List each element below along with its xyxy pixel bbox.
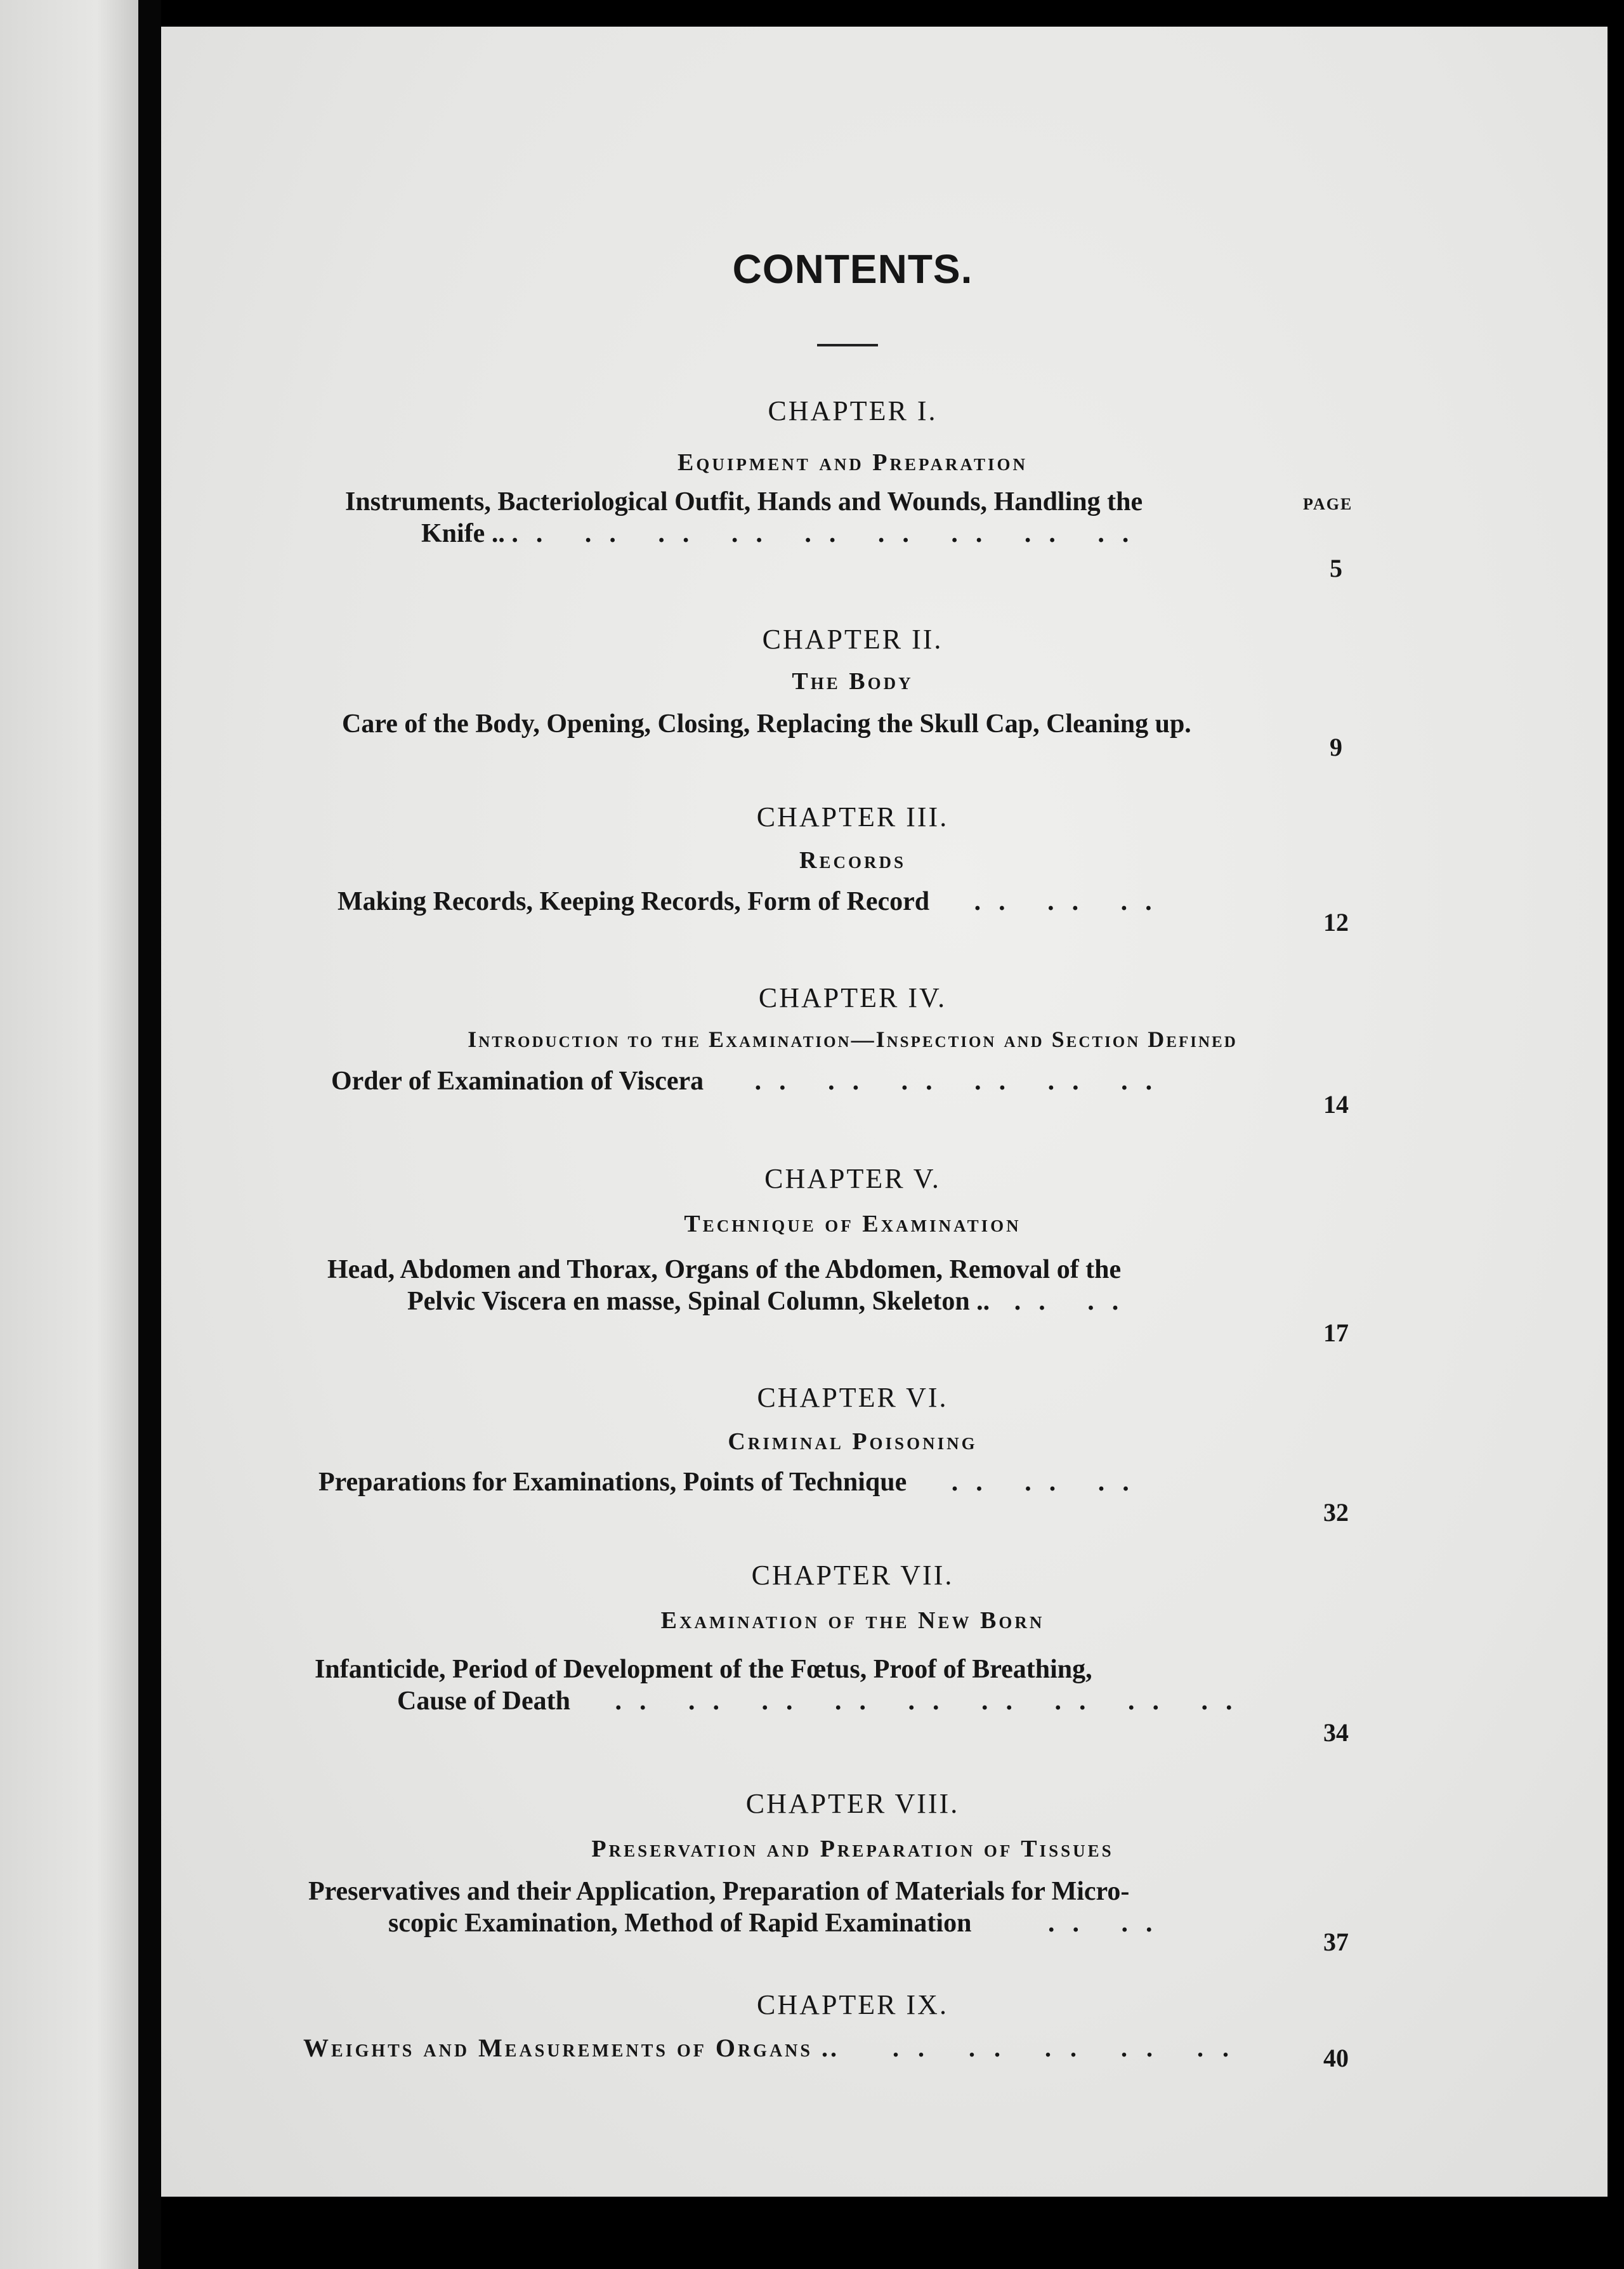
- chapter-heading: CHAPTER VII.: [751, 1560, 954, 1591]
- chapter-heading: CHAPTER V.: [764, 1163, 941, 1194]
- entry-text: scopic Examination, Method of Rapid Examination: [388, 1909, 972, 1938]
- book-spine: [138, 0, 161, 2269]
- dot-leaders: .. ..: [1014, 1287, 1137, 1316]
- entry-line: Preservatives and their Application, Preparation of Materials for Micro-: [308, 1877, 1130, 1906]
- entry-text: Cause of Death: [397, 1687, 570, 1716]
- page-number: 32: [1323, 1498, 1349, 1527]
- page-number: 40: [1323, 2044, 1349, 2072]
- facing-page: [0, 0, 138, 2269]
- chapter-subtitle: Preservation and Preparation of Tissues: [591, 1836, 1114, 1862]
- contents-page: [161, 27, 1608, 2197]
- entry-text: Preparations for Examinations, Points of Technique: [318, 1468, 907, 1497]
- chapter-subtitle: Records: [799, 847, 906, 874]
- entry-line: [303, 2033, 1248, 2063]
- entry-line: Care of the Body, Opening, Closing, Replacing the Skull Cap, Cleaning up.: [342, 709, 1191, 739]
- chapter-subtitle: Criminal Poisoning: [728, 1428, 978, 1455]
- chapter-heading: CHAPTER III.: [756, 801, 949, 832]
- entry-text: Weights and Measurements of Organs ..: [303, 2034, 839, 2062]
- chapter-heading: CHAPTER IX.: [757, 1989, 948, 2020]
- page-number: 12: [1323, 908, 1349, 937]
- entry-line: [337, 886, 1170, 917]
- entry-line: [331, 1066, 1170, 1096]
- entry-line: [407, 1286, 1136, 1317]
- entry-line: Head, Abdomen and Thorax, Organs of the Abdomen, Removal of the: [327, 1255, 1122, 1284]
- page-number: 17: [1323, 1319, 1349, 1347]
- dot-leaders: .. .. ..: [951, 1468, 1147, 1497]
- entry-line: [388, 1908, 1170, 1938]
- entry-text: Making Records, Keeping Records, Form of Record: [337, 887, 930, 916]
- entry-line: Infanticide, Period of Development of the Fœtus, Proof of Breathing,: [315, 1655, 1092, 1684]
- chapter-subtitle: Technique of Examination: [684, 1211, 1021, 1237]
- dot-leaders: .. .. .. .. .. .. .. .. ..: [615, 1687, 1250, 1716]
- dot-leaders: .. .. ..: [974, 887, 1170, 916]
- entry-line: [421, 518, 1146, 549]
- page-number: 37: [1323, 1928, 1349, 1956]
- chapter-heading: CHAPTER VI.: [757, 1382, 948, 1413]
- entry-text: Order of Examination of Viscera: [331, 1067, 704, 1096]
- entry-text: Knife ..: [421, 519, 505, 548]
- page-number: 34: [1323, 1718, 1349, 1747]
- entry-text: Pelvic Viscera en masse, Spinal Column, Skeleton ..: [407, 1287, 990, 1316]
- chapter-heading: CHAPTER IV.: [758, 982, 947, 1013]
- chapter-heading: CHAPTER I.: [768, 395, 938, 426]
- chapter-heading: CHAPTER VIII.: [745, 1788, 960, 1819]
- chapter-subtitle: Equipment and Preparation: [677, 449, 1028, 476]
- dot-leaders: .. .. .. .. .. ..: [754, 1067, 1170, 1096]
- chapter-heading: CHAPTER II.: [762, 624, 943, 655]
- chapter-subtitle: Examination of the New Born: [660, 1607, 1045, 1634]
- dot-leaders: .. .. .. .. ..: [892, 2034, 1248, 2062]
- entry-line: [397, 1686, 1250, 1716]
- chapter-subtitle: The Body: [792, 668, 914, 695]
- dot-leaders: .. ..: [1047, 1909, 1170, 1938]
- page-column-header: PAGE: [1303, 495, 1353, 513]
- dot-leaders: .. .. .. .. .. .. .. .. ..: [511, 519, 1147, 548]
- entry-line: [318, 1467, 1147, 1497]
- chapter-subtitle: Introduction to the Examination—Inspection and Section Defined: [468, 1027, 1238, 1052]
- entry-line: Instruments, Bacteriological Outfit, Hands and Wounds, Handling the: [345, 487, 1143, 516]
- page-number: 9: [1330, 733, 1342, 761]
- page-number: 14: [1323, 1090, 1349, 1119]
- page-title: CONTENTS.: [732, 246, 973, 292]
- page-number: 5: [1330, 554, 1342, 582]
- title-rule: [817, 344, 878, 346]
